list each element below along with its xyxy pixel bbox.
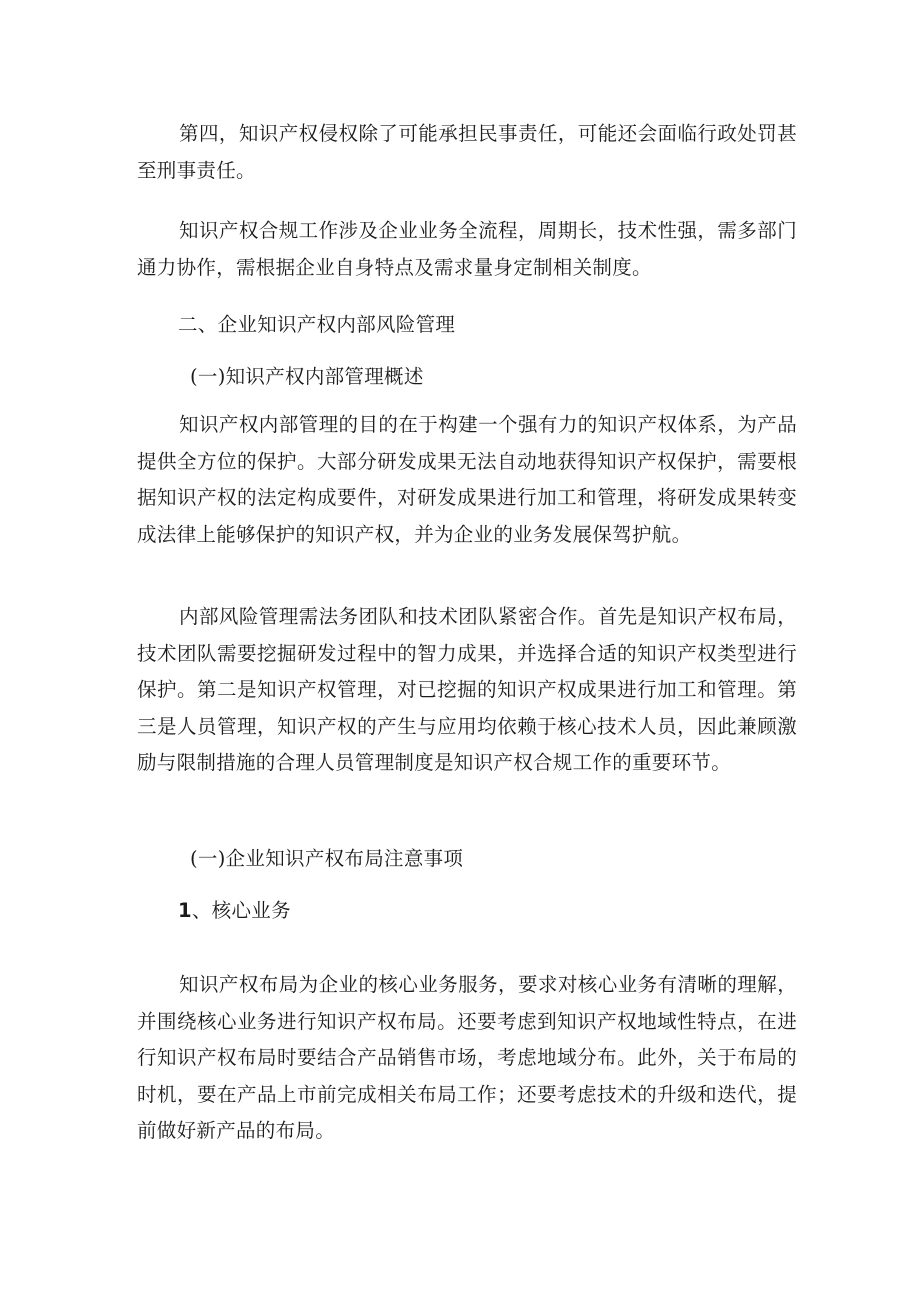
section-heading-2: 二、企业知识产权内部风险管理	[178, 313, 456, 336]
item-title: 、核心业务	[191, 899, 291, 922]
paragraph-internal-management-purpose: 知识产权内部管理的目的在于构建一个强有力的知识产权体系，为产品提供全方位的保护。大部分研发成果无法自动地获得知识产权保护，需要根据知识产权的法定构成要件，对研发成果进行加工和管理，将研发成果转变成法律上能够保护的知识产权，并为企业的业务发展保驾护航。	[137, 413, 797, 546]
subsection-heading-internal-management: (一)知识产权内部管理概述	[190, 365, 424, 388]
subsection-heading-layout-notes: (一)企业知识产权布局注意事项	[190, 847, 464, 870]
paragraph-compliance-overview: 知识产权合规工作涉及企业业务全流程，周期长，技术性强，需多部门通力协作，需根据企业自身特点及需求量身定制相关制度。	[137, 219, 797, 279]
paragraph-internal-risk-management: 内部风险管理需法务团队和技术团队紧密合作。首先是知识产权布局，技术团队需要挖掘研发过程中的智力成果，并选择合适的知识产权类型进行保护。第二是知识产权管理，对已挖掘的知识产权成果进行加工和管理。第三是人员管理，知识产权的产生与应用均依赖于核心技术人员，因此兼顾激励与限制措施的合理人员管理制度是知识产权合规工作的重要环节。	[137, 605, 797, 774]
item-number: 1	[178, 899, 192, 922]
paragraph-core-business: 知识产权布局为企业的核心业务服务，要求对核心业务有清晰的理解，并围绕核心业务进行知识产权布局。还要考虑到知识产权地域性特点，在进行知识产权布局时要结合产品销售市场，考虑地域分布。此外，关于布局的时机，要在产品上市前完成相关布局工作；还要考虑技术的升级和迭代，提前做好新产品的布局。	[137, 973, 797, 1142]
paragraph-liability: 第四，知识产权侵权除了可能承担民事责任，可能还会面临行政处罚甚至刑事责任。	[137, 122, 797, 182]
item-heading-core-business	[178, 893, 291, 929]
